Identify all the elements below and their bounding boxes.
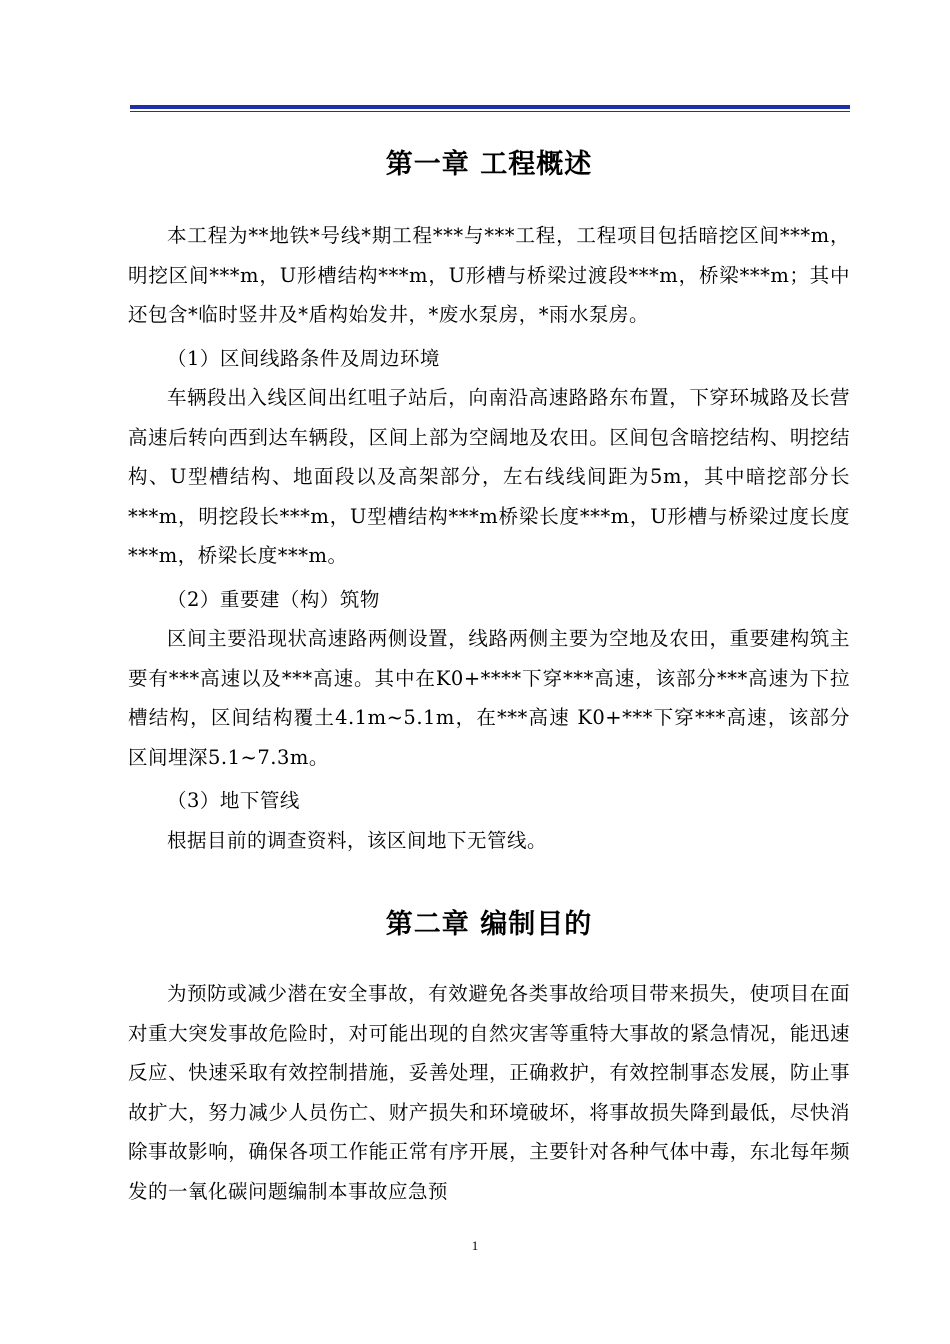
header-rule: [130, 105, 850, 112]
chapter-1-intro: 本工程为**地铁*号线*期工程***与***工程，工程项目包括暗挖区间***m，明挖区间***m，U形槽结构***m，U形槽与桥梁过渡段***m，桥梁***m；其中还包含*临时竖井及*盾构始发井，*废水泵房，*雨水泵房。: [128, 224, 850, 326]
page-number: 1: [471, 1238, 479, 1253]
section-2-heading: （2）重要建（构）筑物: [167, 587, 380, 611]
section-1-body: 车辆段出入线区间出红咀子站后，向南沿高速路路东布置，下穿环城路及长营高速后转向西到达车辆段，区间上部为空阔地及农田。区间包含暗挖结构、明挖结构、U型槽结构、地面段以及高架部分，左右线线间距为5m，其中暗挖部分长***m，明挖段长***m，U型槽结构***m桥梁长度***m，U形槽与桥梁过度长度***m，桥梁长度***m。: [128, 386, 850, 567]
header-rule-thin-line: [130, 111, 850, 112]
chapter-2-body: 为预防或减少潜在安全事故，有效避免各类事故给项目带来损失，使项目在面对重大突发事故危险时，对可能出现的自然灾害等重特大事故的紧急情况，能迅速反应、快速采取有效控制措施，妥善处理，正确救护，有效控制事态发展，防止事故扩大，努力减少人员伤亡、财产损失和环境破坏，将事故损失降到最低，尽快消除事故影响，确保各项工作能正常有序开展，主要针对各种气体中毒，东北每年频发的一氧化碳问题编制本事故应急预: [128, 982, 850, 1203]
section-3-heading: （3）地下管线: [167, 789, 300, 812]
section-1-heading: （1）区间线路条件及周边环境: [167, 346, 440, 370]
chapter-2-title: 第二章 编制目的: [385, 909, 593, 940]
page-content: [128, 140, 850, 1211]
chapter-1-title: 第一章 工程概述: [385, 149, 593, 180]
section-2-body: 区间主要沿现状高速路两侧设置，线路两侧主要为空地及农田，重要建构筑主要有***高速以及***高速。其中在K0+****下穿***高速，该部分***高速为下拉槽结构，区间结构覆土4.1m~5.1m，在***高速 K0+***下穿***高速，该部分区间埋深5.1~7.3m。: [128, 627, 850, 769]
section-3-body: 根据目前的调查资料，该区间地下无管线。: [167, 828, 548, 852]
